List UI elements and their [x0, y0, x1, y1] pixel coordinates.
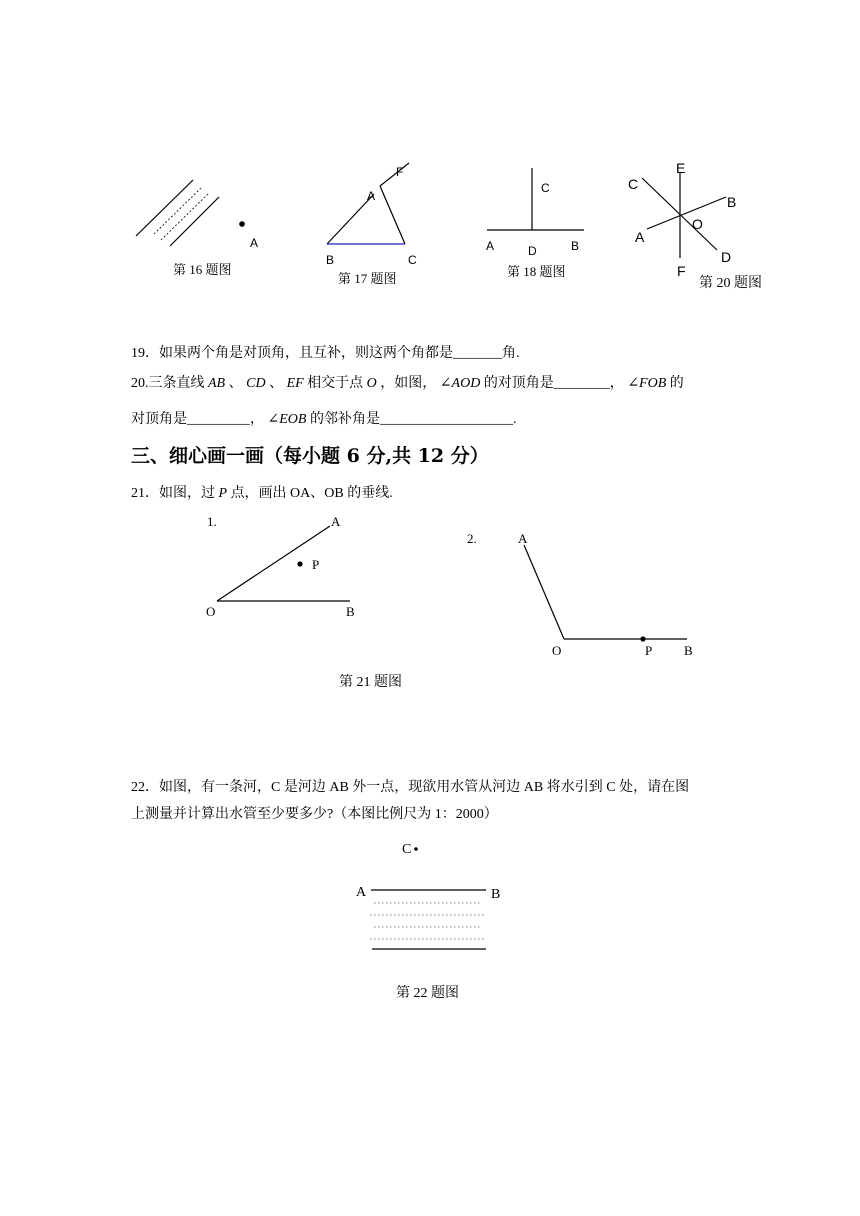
q20-sep-2: 、: [269, 376, 284, 391]
label-o: O: [552, 643, 562, 658]
label-p: P: [645, 643, 653, 658]
label-a: A: [518, 531, 528, 546]
point-p-dot: [640, 636, 645, 641]
label-o: O: [206, 604, 216, 619]
figure-20: [620, 155, 760, 285]
label-b: B: [491, 887, 501, 902]
line-extension-f: [380, 163, 409, 186]
q22-caption: 第 22 题图: [396, 986, 459, 1001]
label-d: D: [721, 249, 732, 265]
figure-18-caption: 第 18 题图: [507, 264, 566, 279]
label-c: C: [402, 842, 412, 857]
label-a: A: [635, 229, 645, 245]
q20-sep-1: 、: [228, 376, 243, 391]
question-22-line-2: 上测量并计算出水管至少要多少?（本图比例尺为 1：2000）: [131, 807, 498, 822]
label-b: B: [571, 239, 580, 253]
point-a-dot: [239, 221, 245, 227]
angle-fob: ∠FOB: [627, 376, 667, 391]
label-a: A: [367, 189, 376, 203]
point-p-dot: [297, 561, 302, 566]
q20-lead: 20.三条直线: [131, 376, 205, 391]
question-20-line-2: [131, 408, 516, 428]
label-f: F: [396, 165, 404, 179]
label-a: A: [356, 885, 367, 900]
line-ab: [647, 197, 726, 229]
parallel-line-1: [136, 180, 193, 236]
label-a: A: [486, 239, 495, 253]
line-cd-name: CD: [246, 376, 266, 391]
section-3-heading: 三、细心画一画（每小题 6 分,共 12 分）: [131, 445, 489, 467]
label-b: B: [684, 643, 693, 658]
q20-tail-1: 的: [669, 376, 684, 391]
line-ef-name: EF: [286, 376, 304, 391]
q20-line2-tail: 的邻补角是___________________.: [309, 412, 517, 427]
label-p: P: [312, 557, 320, 572]
label-d: D: [528, 244, 537, 258]
label-c: C: [541, 181, 550, 195]
question-22-line-1: 22．如图，有一条河，C 是河边 AB 外一点，现欲用水管从河边 AB 将水引到 C 处，请在图: [131, 780, 690, 795]
figure-17-caption: 第 17 题图: [338, 271, 397, 286]
figure-17: [320, 158, 430, 268]
dotted-line-2: [161, 193, 209, 240]
line-cf: [380, 186, 405, 244]
q21-point-p: P: [218, 486, 228, 501]
q20-mid-3: 的对顶角是________，: [483, 376, 624, 391]
label-b: B: [326, 253, 335, 267]
label-c: C: [628, 176, 639, 192]
question-19: 19．如果两个角是对顶角，且互补，则这两个角都是_______角.: [131, 346, 520, 361]
point-o-name: O: [366, 376, 377, 391]
label-b: B: [727, 194, 737, 210]
figure-16-caption: 第 16 题图: [173, 262, 232, 277]
label-e: E: [676, 160, 686, 176]
q21-text: 21．如图，过: [131, 486, 215, 501]
q22-figure: [350, 835, 510, 960]
parallel-line-2: [170, 197, 219, 246]
q21-text-2: 点，画出 OA、OB 的垂线.: [230, 486, 393, 501]
fig2-number: 2.: [467, 531, 477, 546]
fig1-number: 1.: [207, 514, 217, 529]
point-a-label: A: [250, 236, 259, 250]
q20-mid: 相交于点: [307, 376, 364, 391]
ray-oa: [524, 545, 564, 639]
label-o: O: [692, 216, 703, 232]
question-21: [131, 482, 393, 502]
label-a: A: [331, 514, 341, 529]
figure-18: [480, 160, 590, 260]
label-b: B: [346, 604, 355, 619]
q21-caption: 第 21 题图: [339, 675, 402, 690]
label-f: F: [677, 263, 686, 279]
q20-line2-lead: 对顶角是_________，: [131, 412, 264, 427]
angle-aod: ∠AOD: [439, 376, 481, 391]
label-c: C: [408, 253, 417, 267]
angle-eob: ∠EOB: [267, 412, 307, 427]
line-ab-name: AB: [208, 376, 226, 391]
figure-20-caption: 第 20 题图: [699, 276, 762, 291]
q20-mid-2: ，如图，: [380, 376, 437, 391]
point-c-dot: [414, 847, 418, 851]
q21-figure-2: [460, 525, 700, 665]
q21-figure-1: [200, 508, 370, 623]
question-20-line-1: [131, 372, 684, 392]
